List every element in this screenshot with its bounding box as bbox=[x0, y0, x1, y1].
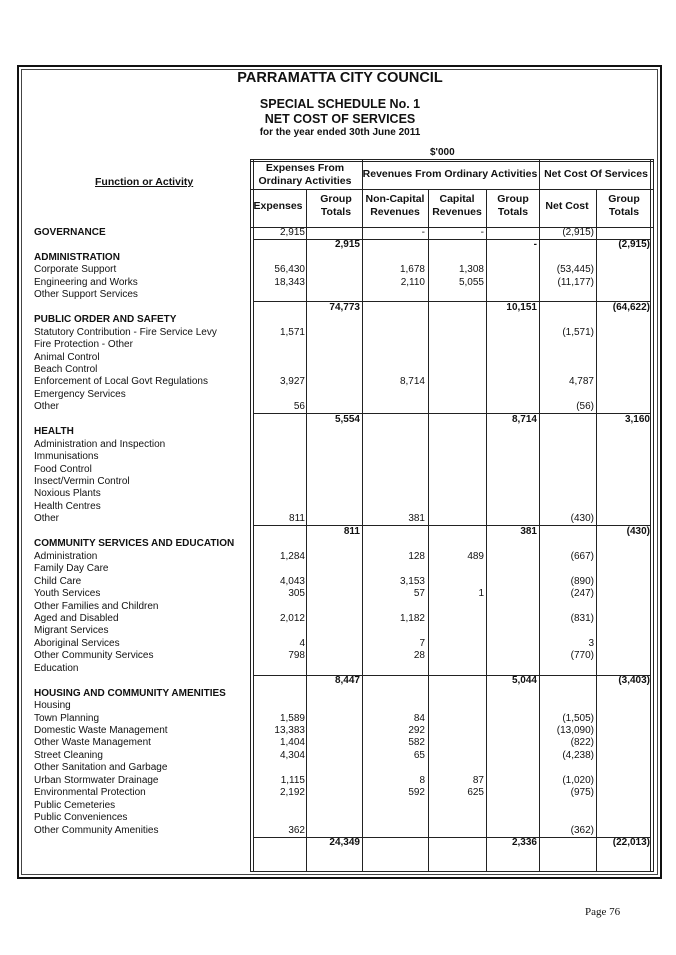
row-label: Street Cleaning bbox=[34, 749, 103, 761]
total-separator bbox=[428, 837, 486, 838]
cell-nc: 3,153 bbox=[399, 575, 425, 587]
council-title: PARRAMATTA CITY COUNCIL bbox=[237, 70, 443, 86]
row-label: Family Day Care bbox=[34, 563, 109, 575]
total-separator bbox=[539, 837, 596, 838]
row-label: Migrant Services bbox=[34, 625, 109, 637]
cell-net: 3 bbox=[588, 637, 594, 649]
cell-gt3: (3,403) bbox=[618, 675, 650, 687]
row-label: Other Families and Children bbox=[34, 600, 159, 612]
cell-net: 4,787 bbox=[568, 376, 594, 388]
cell-net: (890) bbox=[570, 575, 594, 587]
total-separator bbox=[306, 525, 362, 526]
cell-gt2: 2,336 bbox=[511, 837, 537, 849]
total-separator bbox=[596, 301, 651, 302]
col-non-capital: Non-Capital Revenues bbox=[365, 193, 425, 218]
row-label: Aboriginal Services bbox=[34, 637, 120, 649]
total-separator bbox=[596, 837, 651, 838]
cell-exp: 362 bbox=[288, 824, 305, 836]
row-label: Other Support Services bbox=[34, 289, 138, 301]
header-net-group: Net Cost Of Services bbox=[544, 168, 648, 180]
row-label: Town Planning bbox=[34, 712, 100, 724]
total-separator bbox=[254, 675, 306, 676]
cell-net: (11,177) bbox=[557, 276, 594, 288]
row-label: Public Cemeteries bbox=[34, 799, 116, 811]
total-separator bbox=[254, 413, 306, 414]
cell-exp: 3,927 bbox=[279, 376, 305, 388]
total-separator bbox=[486, 301, 539, 302]
total-separator bbox=[428, 301, 486, 302]
report-subtitle: NET COST OF SERVICES bbox=[264, 112, 416, 126]
cell-nc: 592 bbox=[408, 787, 425, 799]
col-group-totals-1: Group Totals bbox=[320, 193, 352, 218]
row-label: Other Sanitation and Garbage bbox=[34, 762, 168, 774]
cell-net: (13,090) bbox=[556, 725, 594, 736]
cell-nc: 8,714 bbox=[399, 376, 425, 388]
row-label: Other bbox=[34, 401, 60, 413]
row-label: Other bbox=[34, 513, 60, 525]
cell-gt2: 8,714 bbox=[511, 413, 537, 425]
row-label: Insect/Vermin Control bbox=[34, 476, 130, 487]
total-separator bbox=[306, 413, 362, 414]
cell-net: (1,571) bbox=[562, 326, 594, 338]
col-group-totals-2: Group Totals bbox=[497, 193, 529, 218]
total-separator bbox=[254, 837, 306, 838]
section-heading: HEALTH bbox=[34, 426, 74, 438]
cell-net: (56) bbox=[576, 401, 594, 413]
cell-nc: 292 bbox=[408, 725, 425, 736]
units-label: $'000 bbox=[430, 147, 455, 158]
cell-gt1: 8,447 bbox=[334, 675, 360, 687]
row-label: Corporate Support bbox=[34, 264, 117, 276]
row-label: Administration bbox=[34, 550, 98, 562]
cell-exp: 4,043 bbox=[279, 575, 305, 587]
section-heading: GOVERNANCE bbox=[34, 227, 106, 238]
row-label: Education bbox=[34, 662, 79, 674]
row-label: Youth Services bbox=[34, 588, 101, 600]
cell-nc: 8 bbox=[419, 774, 425, 786]
cell-exp: 811 bbox=[289, 513, 305, 525]
total-separator bbox=[428, 525, 486, 526]
cell-exp: 798 bbox=[288, 650, 305, 662]
section-heading: PUBLIC ORDER AND SAFETY bbox=[34, 314, 177, 326]
schedule-title: SPECIAL SCHEDULE No. 1 bbox=[259, 97, 421, 111]
cell-gt1: 5,554 bbox=[334, 413, 360, 425]
cell-gt1: 2,915 bbox=[334, 239, 360, 251]
row-label: Other Waste Management bbox=[34, 737, 151, 749]
cell-nc: 582 bbox=[408, 737, 425, 749]
total-separator bbox=[428, 413, 486, 414]
total-separator bbox=[486, 675, 539, 676]
section-heading: HOUSING AND COMMUNITY AMENITIES bbox=[34, 687, 226, 699]
row-label: Food Control bbox=[34, 463, 92, 475]
cell-gt3: 3,160 bbox=[624, 413, 650, 425]
col-net-cost: Net Cost bbox=[545, 200, 589, 212]
total-separator bbox=[486, 239, 539, 240]
cell-cap: 87 bbox=[472, 774, 484, 786]
cell-gt1: 74,773 bbox=[329, 301, 360, 313]
cell-net: (2,915) bbox=[562, 227, 594, 238]
cell-net: (362) bbox=[570, 824, 594, 836]
cell-cap: 625 bbox=[467, 787, 484, 799]
cell-exp: 2,192 bbox=[279, 787, 305, 799]
total-separator bbox=[306, 675, 362, 676]
total-separator bbox=[254, 525, 306, 526]
total-separator bbox=[486, 525, 539, 526]
header-top-line bbox=[250, 159, 653, 160]
cell-gt2: 5,044 bbox=[511, 675, 537, 687]
row-label: Environmental Protection bbox=[34, 787, 146, 799]
function-header: Function or Activity bbox=[95, 176, 194, 188]
total-separator bbox=[539, 413, 596, 414]
cell-nc: 1,182 bbox=[399, 612, 425, 624]
header-mid-line bbox=[250, 189, 653, 190]
cell-net: (770) bbox=[570, 650, 594, 662]
cell-exp: 1,589 bbox=[279, 712, 305, 724]
total-separator bbox=[596, 525, 651, 526]
total-separator bbox=[362, 301, 428, 302]
row-label: Engineering and Works bbox=[34, 276, 138, 288]
col-group-totals-3: Group Totals bbox=[608, 193, 640, 218]
report-period: for the year ended 30th June 2011 bbox=[259, 127, 421, 138]
total-separator bbox=[306, 301, 362, 302]
cell-exp: 56 bbox=[293, 401, 305, 413]
total-separator bbox=[254, 239, 306, 240]
cell-nc: 128 bbox=[408, 550, 425, 562]
cell-nc: 1,678 bbox=[399, 264, 425, 276]
cell-cap: 1,308 bbox=[458, 264, 484, 276]
cell-net: (831) bbox=[570, 612, 594, 624]
cell-exp: 1,115 bbox=[280, 774, 305, 786]
row-label: Beach Control bbox=[34, 363, 98, 375]
row-label: Health Centres bbox=[34, 500, 101, 512]
cell-exp: 2,915 bbox=[279, 227, 305, 238]
cell-nc: 7 bbox=[419, 637, 425, 649]
cell-gt3: (22,013) bbox=[612, 837, 650, 849]
row-label: Child Care bbox=[34, 575, 82, 587]
total-separator bbox=[362, 675, 428, 676]
cell-net: (247) bbox=[570, 588, 594, 600]
cell-gt1: 811 bbox=[343, 525, 360, 537]
total-separator bbox=[596, 239, 651, 240]
total-separator bbox=[486, 837, 539, 838]
section-heading: COMMUNITY SERVICES AND EDUCATION bbox=[34, 538, 235, 550]
cell-exp: 56,430 bbox=[274, 264, 305, 276]
cell-nc: 2,110 bbox=[400, 276, 425, 288]
row-label: Noxious Plants bbox=[34, 488, 101, 500]
total-separator bbox=[539, 675, 596, 676]
cell-exp: 1,284 bbox=[279, 550, 305, 562]
row-label: Housing bbox=[34, 700, 71, 712]
row-label: Statutory Contribution - Fire Service Levy bbox=[34, 326, 217, 338]
cell-nc: - bbox=[421, 227, 425, 238]
cell-gt2: - bbox=[533, 239, 537, 251]
row-label: Animal Control bbox=[34, 351, 100, 363]
cell-exp: 18,343 bbox=[274, 276, 305, 288]
cell-net: (53,445) bbox=[556, 264, 594, 276]
cell-nc: 381 bbox=[408, 513, 425, 525]
total-separator bbox=[362, 525, 428, 526]
cell-exp: 4 bbox=[299, 637, 305, 649]
cell-net: (975) bbox=[570, 787, 594, 799]
total-separator bbox=[596, 413, 651, 414]
cell-cap: - bbox=[480, 227, 484, 238]
total-separator bbox=[306, 239, 362, 240]
section-heading: ADMINISTRATION bbox=[34, 251, 120, 263]
cell-net: (430) bbox=[570, 513, 594, 525]
row-label: Immunisations bbox=[34, 451, 99, 463]
cell-cap: 489 bbox=[467, 550, 484, 562]
total-separator bbox=[306, 837, 362, 838]
header-revenues-group: Revenues From Ordinary Activities bbox=[362, 168, 538, 180]
cell-gt1: 24,349 bbox=[329, 837, 360, 849]
total-separator bbox=[539, 239, 596, 240]
cell-cap: 5,055 bbox=[458, 276, 484, 288]
cell-gt2: 381 bbox=[520, 525, 537, 537]
cell-net: (1,020) bbox=[562, 774, 594, 786]
total-separator bbox=[254, 301, 306, 302]
cell-net: (667) bbox=[570, 550, 594, 562]
row-label: Other Community Amenities bbox=[34, 824, 159, 836]
cell-exp: 4,304 bbox=[279, 749, 305, 761]
cell-gt3: (2,915) bbox=[618, 239, 650, 251]
total-separator bbox=[362, 413, 428, 414]
row-label: Emergency Services bbox=[34, 388, 126, 400]
col-capital: Capital Revenues bbox=[432, 193, 482, 218]
total-separator bbox=[539, 301, 596, 302]
total-separator bbox=[362, 239, 428, 240]
cell-net: (822) bbox=[570, 737, 594, 749]
row-label: Fire Protection - Other bbox=[34, 339, 133, 351]
cell-cap: 1 bbox=[478, 588, 484, 600]
cell-gt2: 10,151 bbox=[506, 301, 537, 313]
cell-exp: 2,012 bbox=[279, 612, 305, 624]
cell-exp: 1,571 bbox=[279, 326, 305, 338]
total-separator bbox=[428, 239, 486, 240]
total-separator bbox=[596, 675, 651, 676]
row-label: Public Conveniences bbox=[34, 812, 128, 824]
total-separator bbox=[428, 675, 486, 676]
row-label: Domestic Waste Management bbox=[34, 725, 168, 736]
row-label: Enforcement of Local Govt Regulations bbox=[34, 376, 208, 388]
cell-exp: 305 bbox=[288, 588, 305, 600]
cell-nc: 57 bbox=[413, 588, 425, 600]
row-label: Urban Stormwater Drainage bbox=[34, 774, 159, 786]
total-separator bbox=[486, 413, 539, 414]
table-right-edge bbox=[650, 159, 651, 872]
row-label: Other Community Services bbox=[34, 650, 154, 662]
total-separator bbox=[362, 837, 428, 838]
cell-net: (4,238) bbox=[562, 749, 594, 761]
page-number: Page 76 bbox=[585, 906, 621, 918]
col-expenses: Expenses bbox=[253, 200, 303, 212]
cell-gt3: (430) bbox=[626, 525, 650, 537]
table-bottom-line bbox=[250, 871, 654, 872]
total-separator bbox=[539, 525, 596, 526]
cell-nc: 28 bbox=[413, 650, 425, 662]
row-label: Aged and Disabled bbox=[34, 612, 119, 624]
cell-net: (1,505) bbox=[562, 712, 594, 724]
cell-exp: 1,404 bbox=[279, 737, 305, 749]
cell-nc: 84 bbox=[413, 712, 425, 724]
row-label: Administration and Inspection bbox=[34, 438, 166, 450]
header-expenses-group: Expenses From Ordinary Activities bbox=[258, 162, 352, 187]
cell-gt3: (64,622) bbox=[612, 301, 650, 313]
cell-nc: 65 bbox=[413, 749, 425, 761]
cell-exp: 13,383 bbox=[274, 725, 305, 736]
